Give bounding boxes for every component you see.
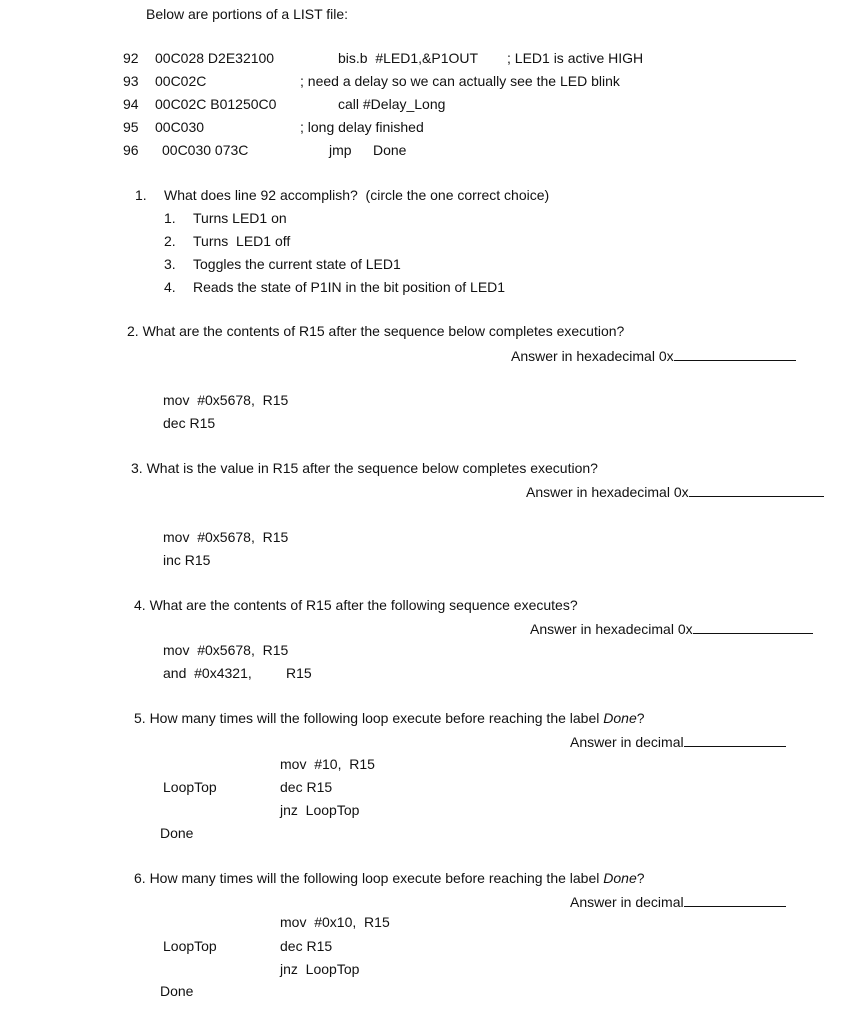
- line-comment: ; long delay finished: [300, 119, 424, 135]
- line-address: 00C030 073C: [162, 142, 249, 158]
- code-line: mov #0x5678, R15: [163, 642, 289, 658]
- done-label: Done: [160, 825, 194, 841]
- question-text: 3. What is the value in R15 after the sequence below completes execution?: [131, 460, 598, 476]
- choice-text: Toggles the current state of LED1: [193, 256, 401, 272]
- choice-number: 2.: [164, 233, 176, 249]
- answer-label: Answer in hexadecimal 0x: [526, 484, 689, 500]
- code-line: dec R15: [163, 415, 216, 431]
- answer-label: Answer in decimal: [570, 734, 684, 750]
- question-text-post: ?: [636, 710, 645, 726]
- answer-prompt: [570, 892, 786, 911]
- answer-label: Answer in decimal: [570, 894, 684, 910]
- line-instruction: bis.b #LED1,&P1OUT: [338, 50, 479, 66]
- answer-prompt: [526, 482, 824, 501]
- question-text: [134, 709, 645, 727]
- answer-blank[interactable]: [689, 482, 824, 497]
- question-text-post: ?: [636, 870, 645, 886]
- answer-prompt: [511, 346, 796, 365]
- code-line: dec R15: [280, 779, 333, 795]
- code-line: inc R15: [163, 552, 211, 568]
- answer-prompt: [570, 732, 786, 751]
- code-line-operand: R15: [286, 665, 312, 681]
- line-comment: ; LED1 is active HIGH: [507, 50, 644, 66]
- intro-text: Below are portions of a LIST file:: [146, 6, 349, 22]
- line-number: 92: [123, 50, 139, 66]
- choice-text: Turns LED1 off: [193, 233, 291, 249]
- choice-text: Turns LED1 on: [193, 210, 287, 226]
- done-label-ref: Done: [603, 870, 637, 886]
- done-label-ref: Done: [603, 710, 637, 726]
- line-address: 00C02C: [155, 73, 207, 89]
- line-instruction-arg: Done: [373, 142, 407, 158]
- line-comment: ; need a delay so we can actually see the LED blink: [300, 73, 620, 89]
- question-text: 4. What are the contents of R15 after the following sequence executes?: [134, 597, 578, 613]
- question-text-pre: 6. How many times will the following loop execute before reaching the label: [134, 870, 604, 886]
- choice-number: 3.: [164, 256, 176, 272]
- answer-label: Answer in hexadecimal 0x: [530, 621, 693, 637]
- answer-blank[interactable]: [674, 346, 796, 361]
- answer-label: Answer in hexadecimal 0x: [511, 348, 674, 364]
- choice-number: 4.: [164, 279, 176, 295]
- line-instruction-op: jmp: [329, 142, 352, 158]
- line-address: 00C02C B01250C0: [155, 96, 277, 112]
- code-line: jnz LoopTop: [280, 802, 360, 818]
- answer-blank[interactable]: [684, 892, 786, 907]
- line-address: 00C028 D2E32100: [155, 50, 275, 66]
- question-text: [134, 869, 645, 887]
- line-address: 00C030: [155, 119, 205, 135]
- code-line: mov #0x5678, R15: [163, 529, 289, 545]
- loop-label: LoopTop: [163, 779, 217, 795]
- question-text: 2. What are the contents of R15 after the sequence below completes execution?: [127, 323, 625, 339]
- line-number: 93: [123, 73, 139, 89]
- done-label: Done: [160, 983, 194, 999]
- answer-blank[interactable]: [684, 732, 786, 747]
- line-number: 94: [123, 96, 139, 112]
- code-line: dec R15: [280, 938, 333, 954]
- answer-prompt: [530, 619, 813, 638]
- choice-number: 1.: [164, 210, 176, 226]
- code-line: and #0x4321,: [163, 665, 252, 681]
- code-line: mov #10, R15: [280, 756, 375, 772]
- question-text-pre: 5. How many times will the following loop execute before reaching the label: [134, 710, 604, 726]
- choice-text: Reads the state of P1IN in the bit position of LED1: [193, 279, 506, 295]
- code-line: jnz LoopTop: [280, 961, 360, 977]
- question-number: 1.: [135, 187, 147, 203]
- answer-blank[interactable]: [693, 619, 813, 634]
- code-line: mov #0x5678, R15: [163, 392, 289, 408]
- line-number: 95: [123, 119, 139, 135]
- code-line: mov #0x10, R15: [280, 914, 390, 930]
- line-number: 96: [123, 142, 139, 158]
- loop-label: LoopTop: [163, 938, 217, 954]
- line-instruction: call #Delay_Long: [338, 96, 446, 112]
- question-text: What does line 92 accomplish? (circle the one correct choice): [164, 187, 550, 203]
